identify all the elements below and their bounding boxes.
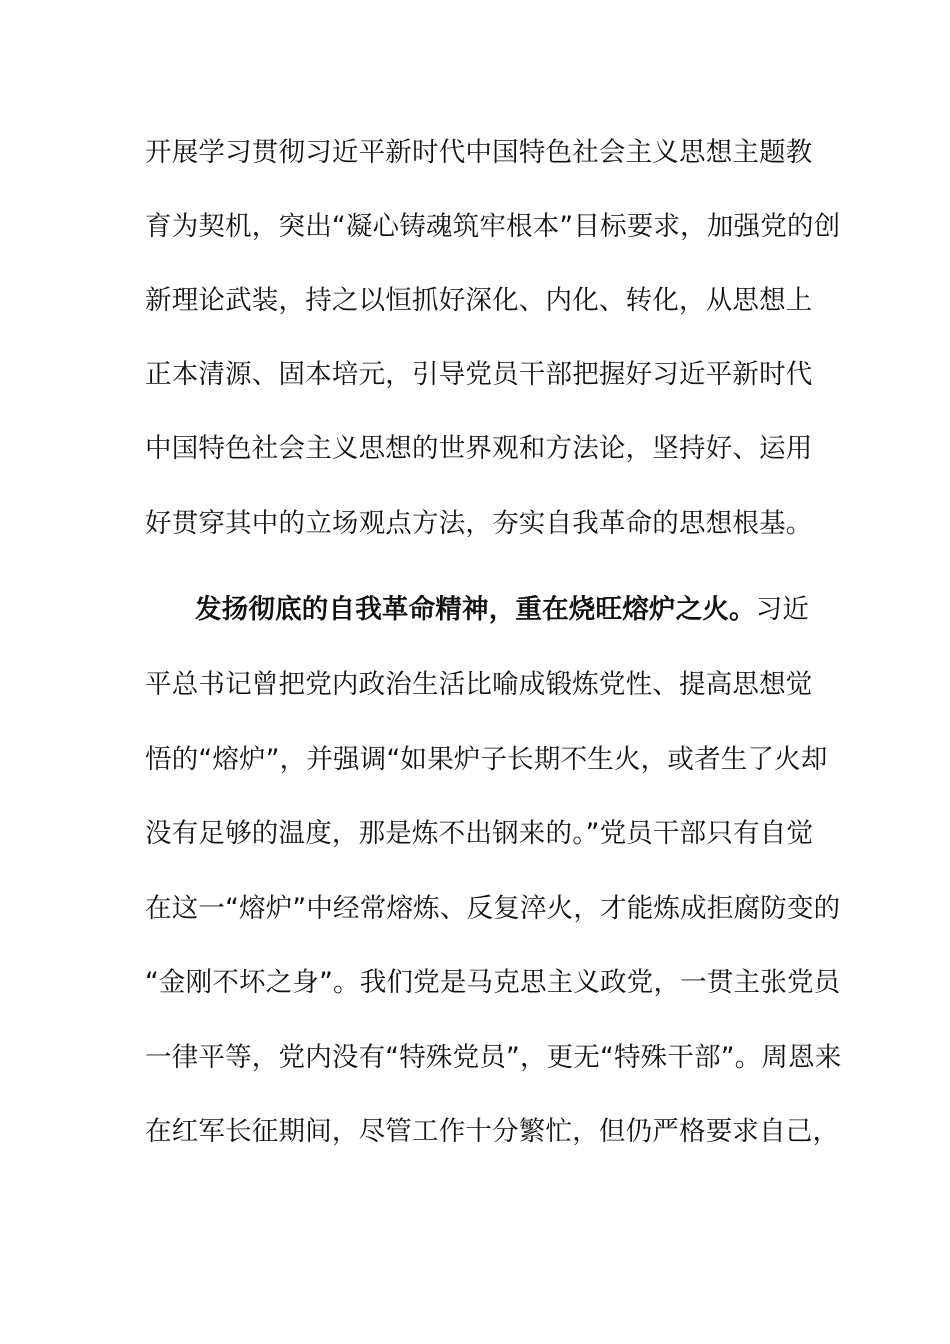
paragraph-1-line-3: 新理论武装，持之以恒抓好深化、内化、转化，从思想上: [145, 285, 813, 316]
paragraph-2-line-4: 没有足够的温度，那是炼不出钢来的。”党员干部只有自觉: [145, 818, 814, 849]
paragraph-2-line-7: 一律平等，党内没有“特殊党员”，更无“特殊干部”。周恩来: [145, 1042, 842, 1073]
paragraph-2-first-line-tail: 习近: [755, 594, 810, 625]
paragraph-2-line-2: 平总书记曾把党内政治生活比喻成锻炼党性、提高思想觉: [145, 669, 813, 700]
paragraph-1-line-4: 正本清源、固本培元，引导党员干部把握好习近平新时代: [145, 359, 813, 390]
paragraph-2-line-8: 在红军长征期间，尽管工作十分繁忙，但仍严格要求自己，: [145, 1116, 840, 1147]
paragraph-1-line-5: 中国特色社会主义思想的世界观和方法论，坚持好、运用: [145, 433, 813, 464]
paragraph-1-line-2: 育为契机，突出“凝心铸魂筑牢根本”目标要求，加强党的创: [145, 211, 841, 242]
paragraph-2-line-5: 在这一“熔炉”中经常熔炼、反复淬火，才能炼成拒腐防变的: [145, 893, 841, 924]
paragraph-2-line-3: 悟的“熔炉”，并强调“如果炉子长期不生火，或者生了火却: [145, 744, 828, 775]
paragraph-1-line-6: 好贯穿其中的立场观点方法，夯实自我革命的思想根基。: [145, 508, 813, 539]
paragraph-2-line-6: “金刚不坏之身”。我们党是马克思主义政党，一贯主张党员: [145, 967, 841, 998]
paragraph-1-line-1: 开展学习贯彻习近平新时代中国特色社会主义思想主题教: [145, 137, 813, 168]
paragraph-2-heading: 发扬彻底的自我革命精神，重在烧旺熔炉之火。: [195, 594, 756, 625]
paragraph-2-line-1: [195, 590, 809, 630]
